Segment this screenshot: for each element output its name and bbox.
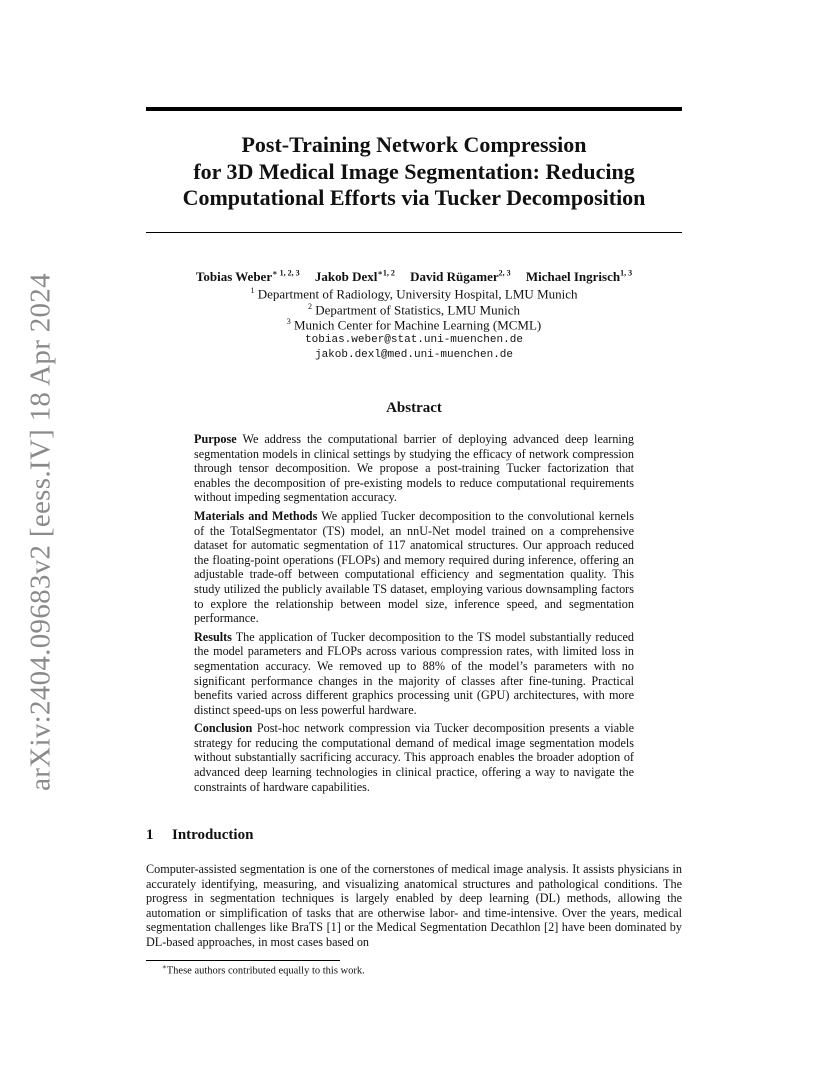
- title-top-rule: [146, 107, 682, 111]
- abstract-paragraph: [194, 432, 634, 505]
- affiliation-mark: 2: [308, 302, 313, 311]
- author: [526, 269, 632, 284]
- author-affiliation-marks: 1, 3: [620, 269, 633, 278]
- introduction-text: [146, 862, 682, 950]
- paragraph-text: Post-hoc network compression via Tucker decomposition presents a viable strategy for reducing the computational demand of medical image segmentation models without substantially sacrificing accuracy. This approach enables the broader adoption of advanced deep learning technologies in clinical practice, offering a way to navigate the constraints of hardware capabilities.: [194, 721, 634, 794]
- affiliation: [146, 317, 682, 333]
- title-line: for 3D Medical Image Segmentation: Reducing: [193, 158, 635, 184]
- footnote-rule: [146, 960, 340, 961]
- paragraph-label: Materials and Methods: [194, 508, 318, 523]
- paragraph-text: The application of Tucker decomposition to the TS model substantially reduced the model parameters and FLOPs across various compression rates, with limited loss in segmentation accuracy. We removed up to 88% of the model’s parameters with no significant performance changes in the majority of classes after fine-tuning. Practical benefits varied across different graphics processing unit (GPU) architectures, with more distinct speed-ups on less powerful hardware.: [194, 629, 634, 717]
- paper-title: [146, 132, 682, 212]
- section-number: 1: [146, 827, 154, 843]
- affiliation: [146, 286, 682, 302]
- affiliation: [146, 302, 682, 318]
- affiliation-mark: 3: [286, 317, 291, 326]
- paragraph-label: Results: [194, 629, 232, 644]
- author-name: Tobias Weber: [195, 269, 273, 285]
- abstract-body: [194, 432, 634, 798]
- arxiv-identifier-stamp: [22, 273, 60, 791]
- body-paragraph: Computer-assisted segmentation is one of the cornerstones of medical image analysis. It assists physicians in accurately identifying, measuring, and visualizing anatomical structures and pathological conditions. The progress in segmentation techniques is largely enabled by deep learning (DL) methods, allowing the automation or simplification of tasks that are otherwise labor- and time-intensive. Over the years, medical segmentation challenges like BraTS [1] or the Medical Segmentation Decathlon [2] have been dominated by DL-based approaches, in most cases based on: [146, 862, 682, 949]
- section-heading: [146, 827, 253, 844]
- title-line: Post-Training Network Compression: [241, 132, 587, 157]
- author-email[interactable]: tobias.weber@stat.uni-muenchen.de: [305, 334, 523, 346]
- author-name: David Rügamer: [410, 269, 499, 285]
- author: [410, 269, 510, 284]
- paragraph-label: Purpose: [194, 432, 237, 446]
- author-list: [146, 268, 682, 285]
- paragraph-label: Conclusion: [194, 721, 253, 736]
- author-affiliation-marks: ∗ 1, 2, 3: [272, 269, 300, 278]
- author: [196, 269, 300, 284]
- footnote: [162, 963, 365, 977]
- author: [315, 269, 395, 284]
- author-affiliation-marks: ∗1, 2: [377, 269, 395, 278]
- author-email[interactable]: jakob.dexl@med.uni-muenchen.de: [314, 349, 514, 361]
- title-bottom-rule: [146, 232, 682, 233]
- title-line: Computational Efforts via Tucker Decomposition: [182, 185, 646, 210]
- abstract-paragraph: [194, 509, 634, 626]
- author-affiliation-marks: 2, 3: [498, 269, 511, 278]
- affiliation-text: Department of Statistics, LMU Munich: [312, 302, 520, 318]
- abstract-paragraph: [194, 630, 634, 718]
- affiliation-text: Department of Radiology, University Hospital, LMU Munich: [254, 286, 578, 302]
- arxiv-stamp-text: arXiv:2404.09683v2 [eess.IV] 18 Apr 2024: [24, 273, 57, 791]
- paragraph-text: We applied Tucker decomposition to the convolutional kernels of the TotalSegmentator (TS) model, an nnU-Net model trained on a comprehensive dataset for automatic segmentation of 117 anatomical structures. Our approach reduced the floating-point operations (FLOPs) and memory required during inference, offering an adjustable trade-off between computational efficiency and segmentation quality. This study utilized the publicly available TS dataset, employing various downsampling factors to explore the relationship between model size, inference speed, and segmentation performance.: [194, 508, 634, 626]
- abstract-paragraph: [194, 721, 634, 794]
- footnote-mark: ∗: [162, 963, 167, 971]
- affiliation-mark: 1: [250, 286, 255, 295]
- abstract-heading: Abstract: [386, 400, 442, 416]
- paragraph-text: We address the computational barrier of deploying advanced deep learning segmentation models in clinical settings by studying the efficacy of network compression through tensor decomposition. We propose a post-training Tucker factorization that enables the decomposition of pre-existing models to reduce computational requirements without impeding segmentation accuracy.: [194, 432, 634, 505]
- footnote-text: These authors contributed equally to this work.: [166, 965, 365, 977]
- author-name: Jakob Dexl: [314, 269, 378, 285]
- section-title: Introduction: [172, 827, 254, 843]
- author-name: Michael Ingrisch: [525, 269, 621, 285]
- affiliation-text: Munich Center for Machine Learning (MCML): [290, 317, 542, 333]
